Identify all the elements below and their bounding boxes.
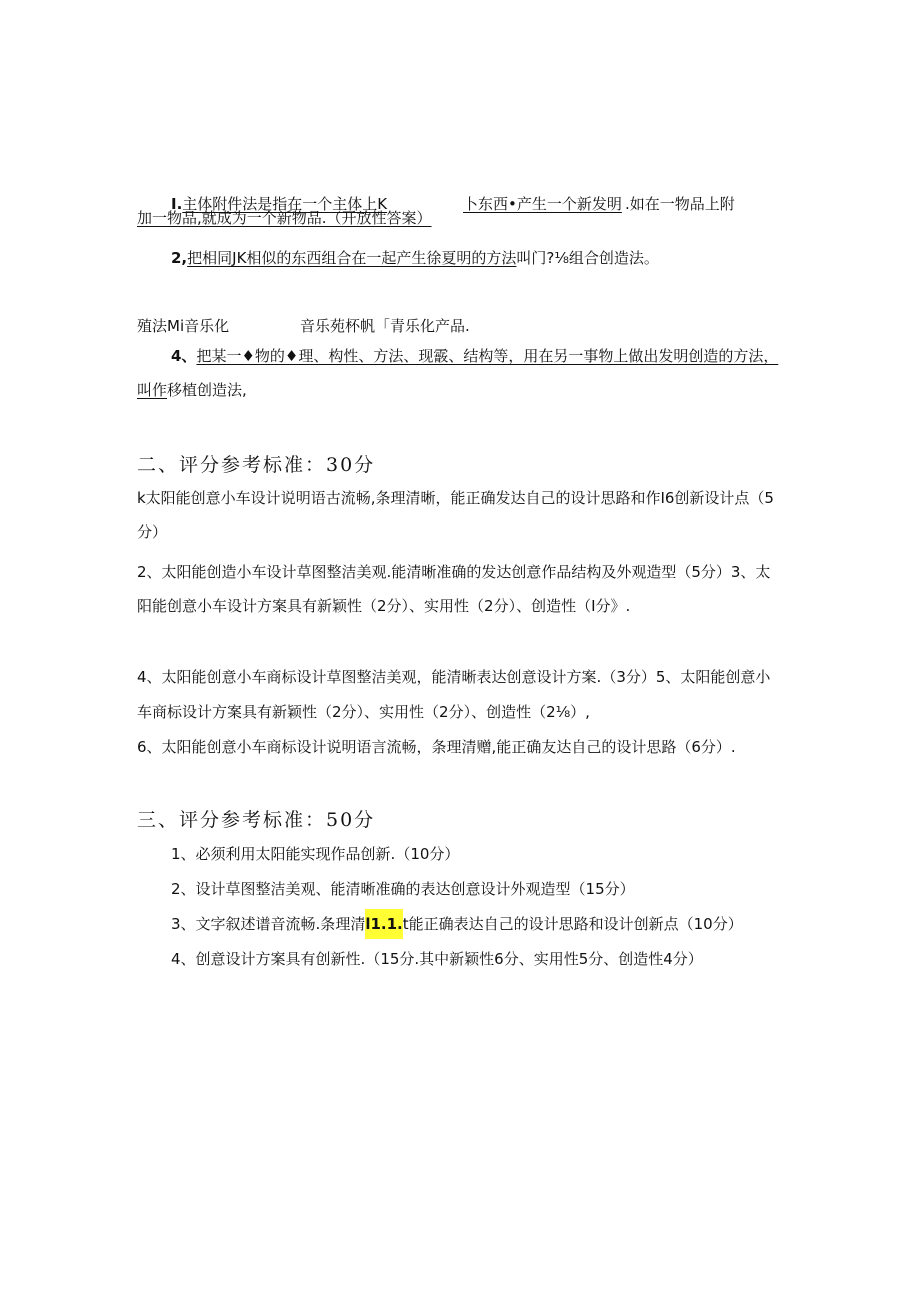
section3-line1: 1、必须利用太阳能实现作品创新.（10分）	[171, 845, 460, 863]
item4-text-part2: 叫作	[137, 381, 168, 399]
highlighted-text: l1.1.	[365, 909, 402, 939]
item2-text-part2: 叫门?⅛组合创造法。	[516, 249, 659, 267]
section3-line3	[171, 914, 743, 934]
item2-line	[171, 248, 659, 268]
section3-line4: 4、创意设计方案具有创新性.（15分.其中新颖性6分、实用性5分、创造性4分）	[171, 950, 703, 968]
item2-text-part1: 把相同JK相似的东西组合在一起产生徐夏明的方法	[187, 249, 517, 267]
item3-text-a: 殖法Mi	[137, 317, 185, 335]
section2-line5: 4、太阳能创意小车商标设计草图整洁美观，能清晰表达创意设计方案.（3分）5、太阳能创意小	[137, 668, 771, 686]
item2-number: 2,	[171, 249, 188, 267]
section2-line3: 2、太阳能创造小车设计草图整洁美观.能清晰准确的发达创意作品结构及外观造型（5分）3、太	[137, 563, 771, 581]
item4-line2	[137, 380, 247, 400]
section3-heading: 三、评分参考标准：50分	[137, 809, 376, 831]
section3-line3-part1: 3、文字叙述谱音流畅.条理清	[171, 915, 366, 933]
item4-line1	[171, 346, 778, 366]
section2-line7: 6、太阳能创意小车商标设计说明语言流畅，条理清赠,能正确友达自己的设计思路（6分）.	[137, 738, 736, 756]
item4-text-part3: 移植创造法,	[167, 381, 247, 399]
item1-text-part2: 卜东西•产生一个新发明	[463, 195, 622, 213]
item1-text-part1: 主体附件法是指在一个主体上K	[182, 195, 388, 213]
section3-line2: 2、设计草图整洁美观、能清晰准确的表达创意设计外观造型（15分）	[171, 880, 635, 898]
section2-heading: 二、评分参考标准：30分	[137, 454, 376, 476]
item3-text-part1	[137, 316, 229, 336]
section2-line4: 阳能创意小车设计方案具有新颖性（2分）、实用性（2分）、创造性（I分》.	[137, 597, 631, 615]
item1-line2: 加一物品,就成为一个新物品.（开放性答案）	[137, 209, 432, 227]
section2-line1: k太阳能创意小车设计说明语古流畅,条理清晰，能正确发达自己的设计思路和作Ⅰ6创新设计点（5	[137, 489, 774, 507]
section3-line3-part2: t能正确表达自己的设计思路和设计创新点（10分）	[402, 915, 743, 933]
item3-text-b: 音乐化	[184, 317, 230, 335]
section2-line2: 分）	[137, 523, 168, 541]
item4-number: 4、	[171, 347, 197, 365]
item3-text-part2: 音乐苑杯帆「青乐化产品.	[300, 317, 470, 335]
item4-text-part1: 把某一♦物的♦理、构性、方法、现霰、结构等，用在另一事物上做出发明创造的方法，	[196, 347, 779, 365]
item1-text-part3: .如在一物品上附	[625, 195, 735, 213]
item1-number: I.	[171, 195, 183, 213]
section2-line6: 车商标设计方案具有新颖性（2分）、实用性（2分）、创造性（2⅛）,	[137, 703, 590, 721]
